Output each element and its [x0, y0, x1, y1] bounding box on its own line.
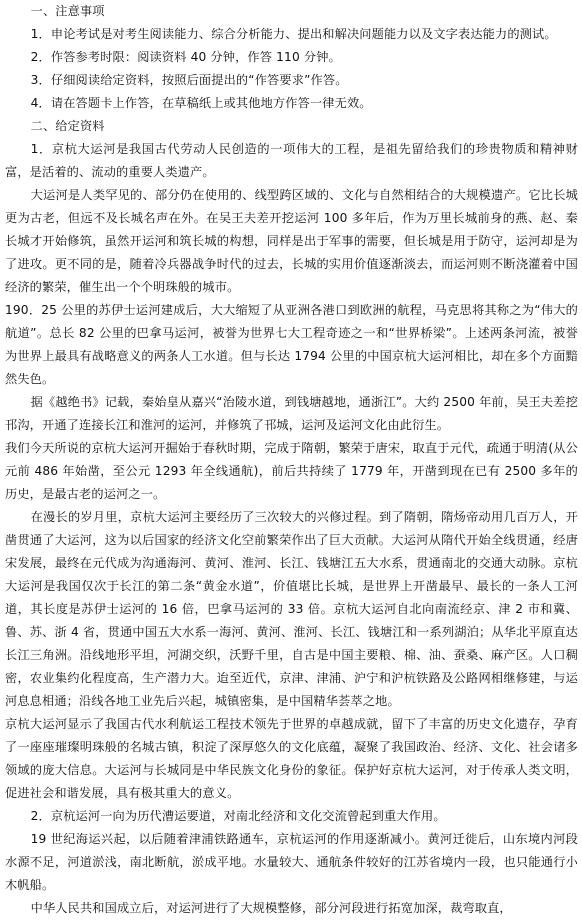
material-paragraph-4: 据《越绝书》记载，秦始皇从嘉兴“治陵水道，到钱塘越地，通浙江”。大约 2500 年前，吴王夫差挖邗沟，开通了连接长江和淮河的运河，并修筑了邗城，运河及运河文化由此衍生。: [5, 395, 578, 432]
notice-item-3: 3．仔细阅读给定资料，按照后面提出的“作答要求”作答。: [30, 73, 348, 87]
notice-item-2: 2．作答参考时限：阅读资料 40 分钟，作答 110 分钟。: [30, 50, 341, 64]
material-paragraph-8: 2．京杭运河一向为历代漕运要道，对南北经济和文化交流曾起到重大作用。: [30, 809, 446, 823]
section-heading-notice: 一、注意事项: [30, 4, 105, 18]
material-paragraph-7: 京杭大运河显示了我国古代水利航运工程技术领先于世界的卓越成就，留下了丰富的历史文化遗存，孕育了一座座璀璨明珠般的名城古镇，积淀了深厚悠久的文化底蕴，凝聚了我国政治、经济、文化、社会诸多领域的庞大信息。大运河与长城同是中华民族文化身份的象征。保护好京杭大运河，对于传承人类文明，促进社会和谐发展，具有极其重大的意义。: [5, 717, 578, 800]
material-paragraph-5: 我们今天所说的京杭大运河开掘始于春秋时期，完成于隋朝，繁荣于唐宋，取直于元代，疏通于明清(从公元前 486 年始凿，至公元 1293 年全线通航)，前后共持续了 1779 年，开凿到现在已有 2500 多年的历史，是最古老的运河之一。: [5, 441, 578, 501]
material-paragraph-9: 19 世纪海运兴起，以后随着津浦铁路通车，京杭运河的作用逐渐减小。黄河迁徙后，山东境内河段水源不足，河道淤浅，南北断航，淤成平地。水量较大、通航条件较好的江苏省境内一段，也只能通行小木帆船。: [5, 832, 578, 892]
material-paragraph-6: 在漫长的岁月里，京杭大运河主要经历了三次较大的兴修过程。到了隋朝，隋炀帝动用几百万人，开凿贯通了大运河，这为以后国家的经济文化空前繁荣作出了巨大贡献。大运河从隋代开始全线贯通，经唐宋发展，最终在元代成为沟通海河、黄河、淮河、长江、钱塘江五大水系，贯通南北的交通大动脉。京杭大运河是我国仅次于长江的第二条“黄金水道”，价值堪比长城，是世界上开凿最早、最长的一条人工河道，其长度是苏伊士运河的 16 倍，巴拿马运河的 33 倍。京杭大运河自北向南流经京、津 2 市和冀、鲁、苏、浙 4 省，贯通中国五大水系一海河、黄河、淮河、长江、钱塘江和一系列湖泊；从华北平原直达长江三角洲。沿线地形平坦，河湖交织，沃野千里，自古是中国主要粮、棉、油、蚕桑、麻产区。人口稠密，农业集约化程度高，生产潜力大。迨至近代，京津、津浦、沪宁和沪杭铁路及公路网相继修建，与运河息息相通；沿线各地工业先后兴起，城镇密集，是中国精华荟萃之地。: [5, 510, 578, 708]
material-paragraph-3: 190．25 公里的苏伊士运河建成后，大大缩短了从亚洲各港口到欧洲的航程，马克思将其称之为“伟大的航道”。总长 82 公里的巴拿马运河，被誉为世界七大工程奇迹之一和“世界桥梁”。上述两条河流，被誉为世界上最具有战略意义的两条人工水道。但与长达 1794 公里的中国京杭大运河相比，却在多个方面黯然失色。: [5, 303, 578, 386]
notice-item-1: 1．申论考试是对考生阅读能力、综合分析能力、提出和解决问题能力以及文字表达能力的测试。: [30, 27, 557, 41]
notice-item-4: 4．请在答题卡上作答，在草稿纸上或其他地方作答一律无效。: [30, 96, 372, 110]
material-paragraph-2: 大运河是人类罕见的、部分仍在使用的、线型跨区域的、文化与自然相结合的大规模遗产。它比长城更为古老，但远不及长城名声在外。在吴王夫差开挖运河 100 多年后，作为万里长城前身的燕、赵、秦长城才开始修筑，虽然开运河和筑长城的构想，同样是出于军事的需要，但长城是用于防守，运河却是为了进攻。更不同的是，随着冷兵器战争时代的过去，长城的实用价值逐渐淡去，而运河则不断浇灌着中国经济的繁荣，催生出一个个明珠般的城市。: [5, 188, 578, 294]
material-paragraph-10: 中华人民共和国成立后，对运河进行了大规模整修，部分河段进行拓宽加深，裁弯取直，: [30, 901, 512, 915]
material-paragraph-1: 1．京杭大运河是我国古代劳动人民创造的一项伟大的工程，是祖先留给我们的珍贵物质和精神财富，是活着的、流动的重要人类遗产。: [5, 142, 578, 179]
section-heading-materials: 二、给定资料: [30, 119, 105, 133]
